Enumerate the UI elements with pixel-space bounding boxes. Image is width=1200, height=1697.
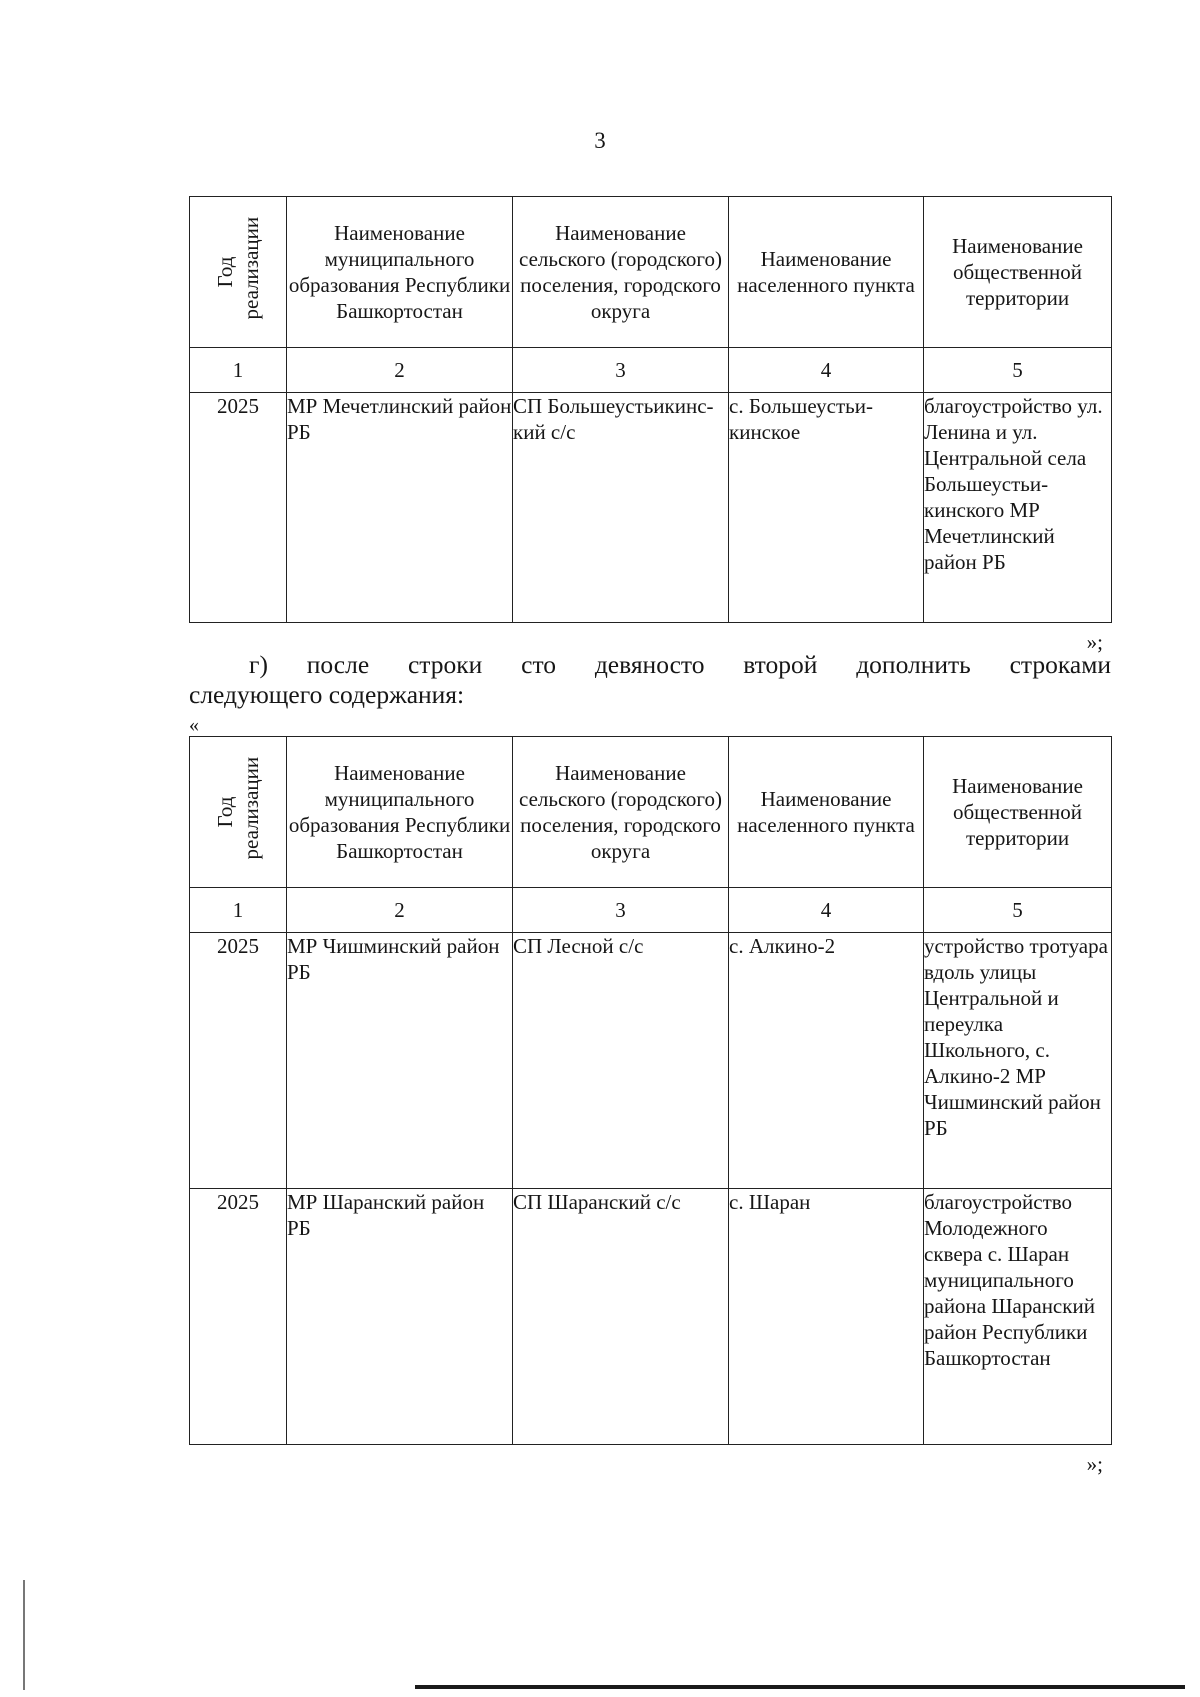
table-row [190,933,1112,1189]
cell-settlement: СП Лесной с/с [513,933,729,1189]
column-number-row [190,888,1112,933]
opening-quote: « [189,714,199,736]
cell-locality: с. Алкино-2 [729,933,924,1189]
table-row [190,393,1112,623]
column-number: 2 [287,348,513,393]
header-territory: Наименование общественной территории [924,737,1112,888]
cell-year: 2025 [190,933,287,1189]
header-year [190,197,287,348]
header-locality: Наименование населенного пункта [729,737,924,888]
cell-territory: благоустройство Молодежного сквера с. Шаран муниципального района Шаранский район Республики Башкортостан [924,1189,1112,1445]
table-2 [189,736,1112,1445]
table-header-row [190,737,1112,888]
column-number: 5 [924,888,1112,933]
column-number: 1 [190,888,287,933]
paragraph-line: следующего содержания: [189,680,465,709]
cell-locality: с. Шаран [729,1189,924,1445]
table-header-row [190,197,1112,348]
table-row [190,1189,1112,1445]
cell-settlement: СП Шаранский с/с [513,1189,729,1445]
header-territory: Наименование общественной территории [924,197,1112,348]
header-settlement: Наименование сельского (городского) поселения, городского округа [513,737,729,888]
bottom-rule [415,1685,1185,1689]
header-locality: Наименование населенного пункта [729,197,924,348]
column-number: 4 [729,348,924,393]
cell-municipality: МР Чишминский район РБ [287,933,513,1189]
header-year-label: Год реализации [213,756,263,860]
column-number-row [190,348,1112,393]
paragraph-line: г) после строки сто девяносто второй дополнить строками [249,650,1111,679]
instruction-paragraph [189,650,1111,710]
cell-territory: благоустройство ул. Ленина и ул. Центральной села Большеустьи- кинского МР Мечетлинский район РБ [924,393,1112,623]
closing-quote: »; [1086,630,1103,654]
column-number: 1 [190,348,287,393]
header-year-label: Год реализации [213,216,263,320]
cell-municipality: МР Мечетлинский район РБ [287,393,513,623]
cell-settlement: СП Большеустьикинс- кий с/с [513,393,729,623]
scan-margin-mark [23,1580,25,1690]
header-municipality: Наименование муниципального образования Республики Башкортостан [287,737,513,888]
header-settlement: Наименование сельского (городского) поселения, городского округа [513,197,729,348]
header-municipality: Наименование муниципального образования Республики Башкортостан [287,197,513,348]
table-1 [189,196,1112,623]
column-number: 2 [287,888,513,933]
column-number: 3 [513,348,729,393]
column-number: 3 [513,888,729,933]
header-year [190,737,287,888]
column-number: 5 [924,348,1112,393]
cell-territory: устройство тротуара вдоль улицы Центральной и переулка Школьного, с. Алкино-2 МР Чишминский район РБ [924,933,1112,1189]
cell-year: 2025 [190,393,287,623]
cell-year: 2025 [190,1189,287,1445]
cell-locality: с. Большеустьи- кинское [729,393,924,623]
column-number: 4 [729,888,924,933]
cell-municipality: МР Шаранский район РБ [287,1189,513,1445]
closing-quote: »; [1086,1452,1103,1476]
page-number: 3 [594,128,606,153]
